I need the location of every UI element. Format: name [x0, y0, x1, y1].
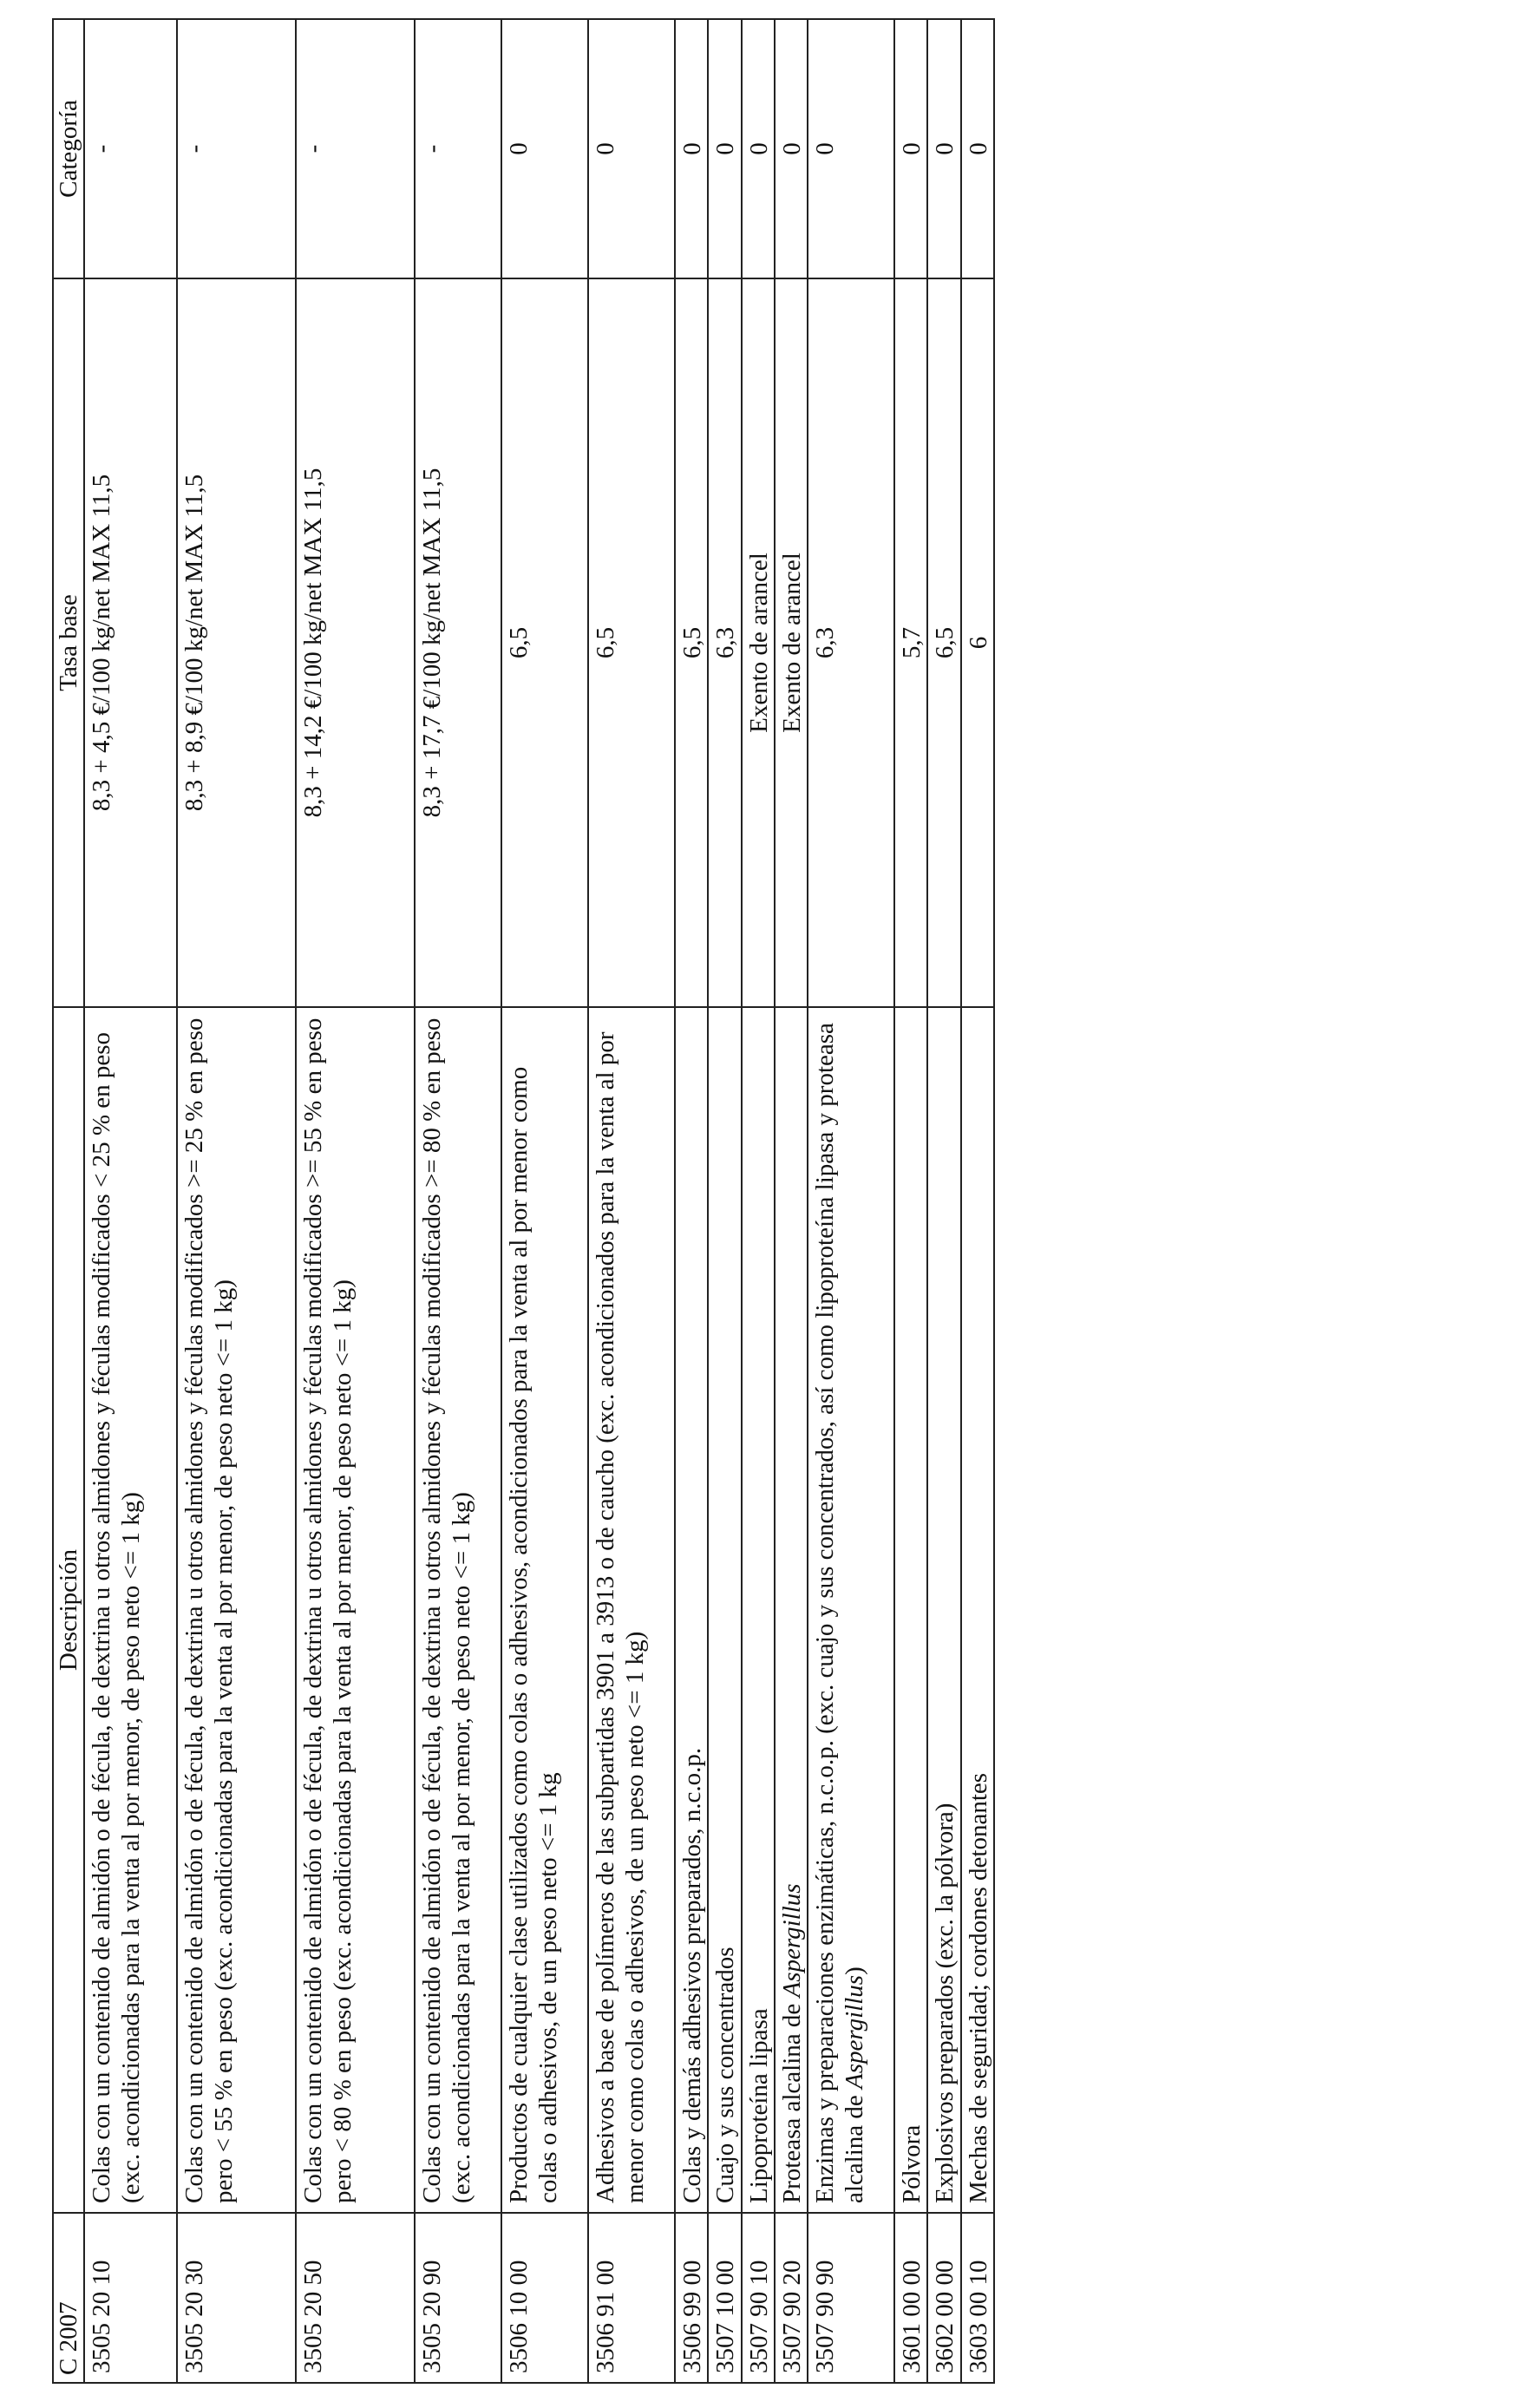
cell-description: Colas con un contenido de almidón o de fécula, de dextrina u otros almidones y féculas modificados >= 55 % en peso pero < 80 % en peso (exc. acondicionadas para la venta al por menor, de peso neto <= 1 kg) — [296, 1007, 415, 2213]
cell-rate: 8,3 + 14,2 €/100 kg/net MAX 11,5 — [296, 278, 415, 1007]
cell-description: Colas y demás adhesivos preparados, n.c.o.p. — [675, 1007, 708, 2213]
cell-description: Explosivos preparados (exc. la pólvora) — [927, 1007, 960, 2213]
cell-rate: Exento de arancel — [742, 278, 775, 1007]
table-row — [961, 19, 994, 2383]
cell-spacer — [675, 2213, 708, 2227]
table-row — [675, 19, 708, 2383]
header-category: Categoría — [53, 19, 84, 278]
description-italic: Aspergillus — [777, 1883, 806, 1998]
rotated-table-container — [52, 20, 1105, 2384]
cell-spacer — [177, 2213, 296, 2227]
cell-code: 3505 20 30 — [177, 2227, 296, 2383]
cell-description — [775, 1007, 808, 2213]
table-row — [775, 19, 808, 2383]
cell-rate: 8,3 + 17,7 €/100 kg/net MAX 11,5 — [415, 278, 501, 1007]
cell-spacer — [296, 2213, 415, 2227]
cell-rate: 5,7 — [894, 278, 927, 1007]
cell-code: 3505 20 90 — [415, 2227, 501, 2383]
table-row — [296, 19, 415, 2383]
cell-spacer — [501, 2213, 588, 2227]
cell-rate: 6,5 — [588, 278, 675, 1007]
cell-description: Mechas de seguridad; cordones detonantes — [961, 1007, 994, 2213]
cell-spacer — [894, 2213, 927, 2227]
cell-description: Adhesivos a base de polímeros de las subpartidas 3901 a 3913 o de caucho (exc. acondicionados para la venta al por menor como colas o adhesivos, de un peso neto <= 1 kg) — [588, 1007, 675, 2213]
table-row — [177, 19, 296, 2383]
cell-description: Cuajo y sus concentrados — [708, 1007, 741, 2213]
cell-code: 3506 10 00 — [501, 2227, 588, 2383]
cell-spacer — [808, 2213, 894, 2227]
cell-rate: 6 — [961, 278, 994, 1007]
cell-rate: 6,5 — [675, 278, 708, 1007]
cell-description: Colas con un contenido de almidón o de fécula, de dextrina u otros almidones y féculas modificados >= 80 % en peso (exc. acondicionadas para la venta al por menor, de peso neto <= 1 kg) — [415, 1007, 501, 2213]
cell-code: 3507 10 00 — [708, 2227, 741, 2383]
cell-spacer — [927, 2213, 960, 2227]
cell-category: 0 — [894, 19, 927, 278]
cell-category: - — [415, 19, 501, 278]
cell-rate: 8,3 + 8,9 €/100 kg/net MAX 11,5 — [177, 278, 296, 1007]
cell-code: 3507 90 20 — [775, 2227, 808, 2383]
cell-description: Pólvora — [894, 1007, 927, 2213]
cell-spacer — [84, 2213, 177, 2227]
description-text: Enzimas y preparaciones enzimáticas, n.c.o.p. (exc. cuajo y sus concentrados, así como lipoproteína lipasa y proteasa alcalina de — [811, 1023, 869, 2203]
cell-code: 3505 20 10 — [84, 2227, 177, 2383]
cell-category: 0 — [588, 19, 675, 278]
cell-spacer — [415, 2213, 501, 2227]
cell-rate: Exento de arancel — [775, 278, 808, 1007]
cell-category: 0 — [775, 19, 808, 278]
cell-rate: 8,3 + 4,5 €/100 kg/net MAX 11,5 — [84, 278, 177, 1007]
cell-code: 3602 00 00 — [927, 2227, 960, 2383]
cell-description: Productos de cualquier clase utilizados como colas o adhesivos, acondicionados para la venta al por menor como colas o adhesivos, de un peso neto <= 1 kg — [501, 1007, 588, 2213]
cell-category: - — [296, 19, 415, 278]
cell-code: 3506 99 00 — [675, 2227, 708, 2383]
cell-code: 3603 00 10 — [961, 2227, 994, 2383]
cell-description: Lipoproteína lipasa — [742, 1007, 775, 2213]
description-italic: Aspergillus — [841, 1974, 869, 2089]
cell-code: 3506 91 00 — [588, 2227, 675, 2383]
cell-spacer — [961, 2213, 994, 2227]
cell-category: - — [177, 19, 296, 278]
table-row — [501, 19, 588, 2383]
cell-code: 3505 20 50 — [296, 2227, 415, 2383]
cell-category: 0 — [501, 19, 588, 278]
cell-rate: 6,5 — [927, 278, 960, 1007]
table-row — [708, 19, 741, 2383]
description-text-end: ) — [841, 1966, 869, 1975]
cell-description: Colas con un contenido de almidón o de fécula, de dextrina u otros almidones y féculas modificados >= 25 % en peso pero < 55 % en peso (exc. acondicionadas para la venta al por menor, de peso neto <= 1 kg) — [177, 1007, 296, 2213]
cell-description: Colas con un contenido de almidón o de fécula, de dextrina u otros almidones y féculas modificados < 25 % en peso (exc. acondicionadas para la venta al por menor, de peso neto <= 1 kg) — [84, 1007, 177, 2213]
cell-spacer — [775, 2213, 808, 2227]
cell-category: 0 — [675, 19, 708, 278]
table-row — [742, 19, 775, 2383]
cell-rate: 6,5 — [501, 278, 588, 1007]
tariff-table — [52, 18, 995, 2384]
cell-spacer — [742, 2213, 775, 2227]
cell-spacer — [588, 2213, 675, 2227]
cell-code: 3507 90 10 — [742, 2227, 775, 2383]
cell-code: 3507 90 90 — [808, 2227, 894, 2383]
cell-code: 3601 00 00 — [894, 2227, 927, 2383]
header-description: Descripción — [53, 1007, 84, 2213]
cell-category: 0 — [927, 19, 960, 278]
cell-category: 0 — [742, 19, 775, 278]
table-row — [894, 19, 927, 2383]
cell-description — [808, 1007, 894, 2213]
table-row — [588, 19, 675, 2383]
cell-spacer — [708, 2213, 741, 2227]
cell-rate: 6,3 — [808, 278, 894, 1007]
table-row — [84, 19, 177, 2383]
header-spacer — [53, 2213, 84, 2227]
header-rate: Tasa base — [53, 278, 84, 1007]
cell-category: 0 — [708, 19, 741, 278]
cell-category: 0 — [961, 19, 994, 278]
cell-category: - — [84, 19, 177, 278]
table-row — [415, 19, 501, 2383]
table-row — [808, 19, 894, 2383]
header-code: C 2007 — [53, 2227, 84, 2383]
table-header-row — [53, 19, 84, 2383]
table-row — [927, 19, 960, 2383]
description-text: Proteasa alcalina de — [777, 1997, 806, 2203]
cell-category: 0 — [808, 19, 894, 278]
cell-rate: 6,3 — [708, 278, 741, 1007]
